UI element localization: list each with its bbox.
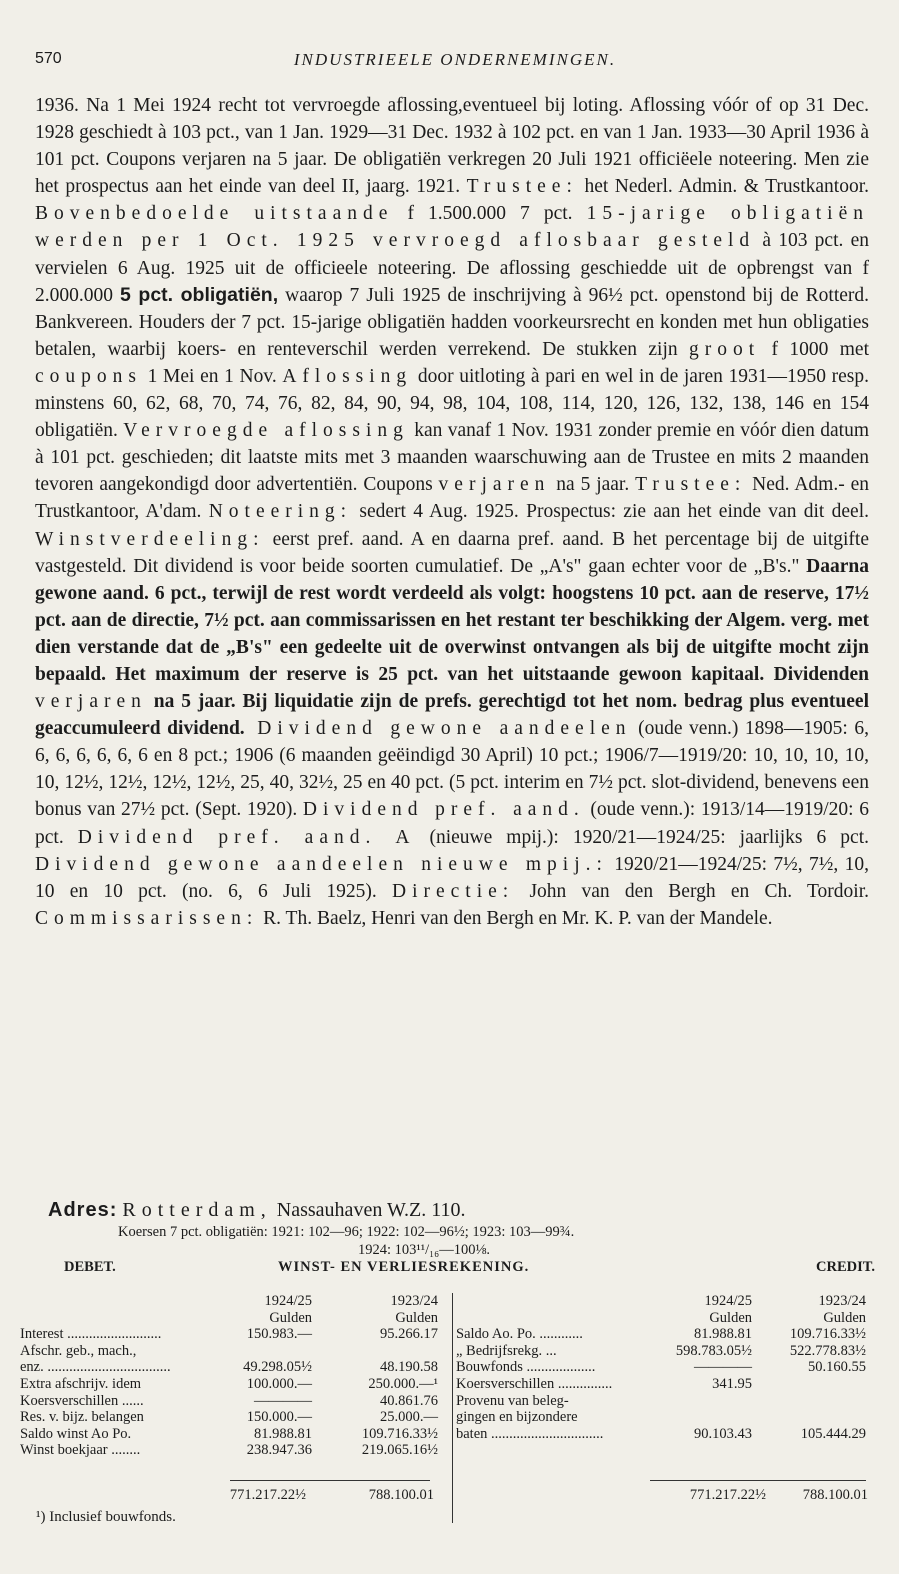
- spaced-heading: verjaren: [35, 691, 147, 713]
- debit-rows: [20, 1326, 452, 1459]
- spaced-heading: Bovenbedoelde uitstaande: [35, 203, 394, 225]
- total-value: 771.217.22½: [229, 1487, 306, 1503]
- account-row: [456, 1376, 870, 1393]
- total-value: 788.100.01: [368, 1487, 434, 1503]
- unit-label: Gulden: [709, 1309, 752, 1326]
- spaced-heading: Dividend gewone aandeelen: [244, 718, 632, 740]
- row-value: 109.716.33½: [361, 1425, 438, 1442]
- row-label: Saldo Ao. Po. ............: [456, 1326, 583, 1343]
- row-label: Saldo winst Ao Po.: [20, 1425, 132, 1442]
- account-row: [20, 1393, 452, 1410]
- unit-label: Gulden: [269, 1309, 312, 1326]
- year-label: 1924/25: [264, 1293, 312, 1309]
- row-value: 109.716.33½: [789, 1326, 866, 1343]
- bold-text: na 5 jaar. Bij liquidatie zijn de prefs. gerechtigd tot het nom. bedrag plus eventueel geaccumuleerd dividend.: [35, 691, 869, 740]
- page-number: 570: [35, 50, 62, 67]
- account-row: [456, 1359, 870, 1376]
- unit-label: Gulden: [395, 1309, 438, 1326]
- credit-rows: [456, 1326, 870, 1442]
- footnote: ¹) Inclusief bouwfonds.: [36, 1509, 176, 1525]
- spaced-heading: Dividend pref. aand.: [302, 799, 585, 821]
- text-run: sedert 4 Aug. 1925. Prospectus: zie aan het einde van dit deel.: [352, 501, 869, 523]
- account-row: [20, 1426, 452, 1443]
- text-run: door uitloting à pari en wel in de jaren 1931—1950 resp. minstens 60, 62, 68, 70, 74, 76, 82, 84, 90, 94, 98, 104, 108, 114, 120, 126, 132, 138, 146 en 154 obligatiën.: [35, 365, 869, 442]
- account-title: WINST- EN VERLIESREKENING.: [278, 1259, 530, 1275]
- account-row: [20, 1343, 452, 1360]
- spaced-heading: Winstverdeeling:: [35, 528, 265, 550]
- account-row: [20, 1376, 452, 1393]
- row-value: 95.266.17: [380, 1326, 438, 1343]
- spaced-heading: Dividend gewone aandeelen nieuwe mpij.:: [35, 853, 608, 875]
- row-label: Winst boekjaar ........: [20, 1442, 141, 1459]
- address-street: Nassauhaven W.Z. 110.: [271, 1199, 466, 1221]
- page-header: [35, 50, 875, 76]
- credit-side: [456, 1293, 870, 1442]
- year-label: 1923/24: [818, 1293, 866, 1309]
- spaced-heading: coupons: [35, 365, 142, 387]
- account-row: [20, 1326, 452, 1343]
- row-value: 40.861.76: [380, 1392, 438, 1409]
- total-value: 788.100.01: [802, 1487, 868, 1503]
- row-label: enz. ..................................: [20, 1359, 171, 1376]
- account-row: [456, 1343, 870, 1360]
- text-run: Ned. Adm.- en Trustkantoor, A'dam.: [35, 474, 869, 523]
- bold-text: Daarna gewone aand. 6 pct., terwijl de rest wordt verdeeld als volgt: hoogstens 10 pct. aan de reserve, 17½ pct. aan de directie, 7½ pct. aan commissarissen en het restant ter beschikking der Algem. verg. met dien verstande dat de „B's" een gedeelte uit de overwinst ontvangen als bij de uitgifte mocht zijn bepaald. Het maximum der reserve is 25 pct. van het uitstaande gewoon kapitaal. Dividenden: [35, 555, 869, 685]
- row-value: 90.103.43: [694, 1425, 752, 1442]
- spaced-heading: Commissarissen:: [35, 907, 259, 929]
- text-run: 1936. Na 1 Mei 1924 recht tot vervroegde aflossing,eventueel bij loting. Aflossing vóór of op 31 Dec. 1928 geschiedt à 103 pct., van 1 Jan. 1929—31 Dec. 1932 à 102 pct. en van 1 Jan. 1933—30 April 1936 à 101 pct. Coupons verjaren na 5 jaar. De obligatiën verkregen 20 Juli 1921 officiëele noteering. Men zie het prospectus aan het einde van deel II, jaarg. 1921.: [35, 95, 869, 198]
- spaced-heading: Vervroegde aflossing: [123, 420, 409, 442]
- row-value: 522.778.83½: [789, 1342, 866, 1359]
- row-label: Provenu van beleg-: [456, 1392, 569, 1409]
- row-value: 238.947.36: [246, 1442, 312, 1459]
- address-city: Rotterdam,: [122, 1199, 272, 1221]
- account-row: [20, 1409, 452, 1426]
- body-paragraph: [35, 92, 869, 932]
- row-value: 25.000.—: [380, 1409, 438, 1426]
- text-run: 1 Mei en 1 Nov.: [142, 365, 283, 387]
- row-value: 100.000.—: [246, 1375, 312, 1392]
- column-head-unit: [20, 1310, 452, 1327]
- year-label: 1923/24: [390, 1293, 438, 1309]
- row-value: 81.988.81: [694, 1326, 752, 1343]
- account-row: [20, 1359, 452, 1376]
- text-run: (nieuwe mpij.): 1920/21—1924/25: jaarlijks 6 pct.: [415, 826, 869, 848]
- row-value: ————: [254, 1392, 312, 1409]
- row-value: 598.783.05½: [675, 1342, 752, 1359]
- row-label: Bouwfonds ...................: [456, 1359, 596, 1376]
- bold-text: 5 pct. obligatiën,: [120, 283, 279, 306]
- row-value: 150.000.—: [246, 1409, 312, 1426]
- text-run: eerst pref. aand. A en daarna pref. aand. B het percentage bij de uitgifte vastgesteld. Dit dividend is voor beide soorten cumulatief. De „A's" gaan echter voor de „B's.": [35, 528, 869, 577]
- spaced-heading: groot: [689, 338, 761, 360]
- address-line: [48, 1199, 465, 1222]
- trustee-label: Trustee:: [635, 474, 747, 496]
- row-value: 81.988.81: [254, 1425, 312, 1442]
- profit-loss-account: [20, 1259, 875, 1459]
- account-row: [456, 1393, 870, 1410]
- text-run: John van den Bergh en Ch. Tordoir.: [514, 880, 869, 902]
- row-label: baten ...............................: [456, 1425, 604, 1442]
- address-label: Adres:: [48, 1199, 118, 1221]
- column-divider: [452, 1293, 453, 1523]
- text-run: à 103 pct. en vervielen 6 Aug. 1925 uit de officieele noteering. De aflossing geschiedde uit de opbrengst van f 2.000.000: [35, 230, 869, 306]
- row-value: 219.065.16½: [361, 1442, 438, 1459]
- column-head-unit: [456, 1310, 870, 1327]
- body-text: [35, 92, 869, 932]
- row-value: 105.444.29: [800, 1425, 866, 1442]
- text-run: na 5 jaar.: [550, 474, 636, 496]
- spaced-heading: 15-jarige obligatiën werden per 1 Oct. 1925 vervroegd aflosbaar gesteld: [35, 203, 869, 252]
- row-label: Interest ..........................: [20, 1326, 162, 1343]
- row-value: 341.95: [712, 1375, 752, 1392]
- text-run: kan vanaf 1 Nov. 1931 zonder premie en vóór dien datum à 101 pct. geschieden; dit laatste mits met 3 maanden waarschuwing aan de Trustee en mits 2 maanden tevoren aangekondigd door advertentiën. Coupons: [35, 420, 869, 496]
- spaced-heading: Noteering:: [208, 501, 353, 523]
- year-label: 1924/25: [704, 1293, 752, 1309]
- row-value: 250.000.—¹: [368, 1375, 438, 1392]
- row-label: „ Bedrijfsrekg. ...: [456, 1342, 557, 1359]
- debit-side: [20, 1293, 452, 1459]
- row-value: 49.298.05½: [243, 1359, 312, 1376]
- text-run: (oude venn.) 1898—1905: 6, 6, 6, 6, 6, 6, 6 en 8 pct.; 1906 (6 maanden geëindigd 30 April) 10 pct.; 1906/7—1919/20: 10, 10, 10, 10, 10, 12½, 12½, 12½, 12½, 25, 40, 32½, 25 en 40 pct. (5 pct. interim en 7½ pct. slot-dividend, benevens een bonus van 27½ pct. (Sept. 1920).: [35, 718, 869, 821]
- debit-label: DEBET.: [64, 1259, 116, 1275]
- text-run: waarop 7 Juli 1925 de inschrijving à 96½ pct. openstond bij de Rotterd. Bankvereen. Houders der 7 pct. 15-jarige obligatiën hadden voorkeursrecht en konden met hun obligaties betalen, waarbij koers- en renteverschil werden verrekend. De stukken zijn: [35, 284, 870, 360]
- credit-label: CREDIT.: [816, 1259, 875, 1275]
- row-label: Koersverschillen ...............: [456, 1375, 613, 1392]
- row-value: ————: [694, 1359, 752, 1376]
- text-run: het Nederl. Admin. & Trustkantoor.: [577, 176, 869, 198]
- spaced-heading: Dividend pref. aand. A: [77, 826, 416, 848]
- column-head-years: [20, 1293, 452, 1310]
- bond-prices-line: 1924: 103¹¹/₁₆—100⅛.: [358, 1242, 490, 1258]
- text-run: 1920/21—1924/25: 7½, 7½, 10, 10 en 10 pct. (no. 6, 6 Juli 1925).: [35, 853, 869, 902]
- account-header: [20, 1259, 875, 1276]
- row-label: Extra afschrijv. idem: [20, 1375, 142, 1392]
- row-label: gingen en bijzondere: [456, 1409, 578, 1426]
- total-rule: [230, 1480, 430, 1481]
- total-rule: [650, 1480, 866, 1481]
- running-title: INDUSTRIEELE ONDERNEMINGEN.: [293, 50, 617, 69]
- spaced-heading: verjaren: [438, 474, 551, 496]
- text-run: f 1000 met: [760, 338, 870, 360]
- row-label: Afschr. geb., mach.,: [20, 1342, 137, 1359]
- total-value: 771.217.22½: [689, 1487, 766, 1503]
- bond-prices-line: Koersen 7 pct. obligatiën: 1921: 102—96; 1922: 102—96½; 1923: 103—99¾.: [118, 1224, 575, 1240]
- account-row: [456, 1409, 870, 1426]
- account-row: [456, 1426, 870, 1443]
- unit-label: Gulden: [823, 1309, 866, 1326]
- spaced-heading: Aflossing: [282, 365, 413, 387]
- account-row: [456, 1326, 870, 1343]
- column-head-years: [456, 1293, 870, 1310]
- trustee-label: Trustee:: [466, 176, 578, 198]
- text-run: f 1.500.000 7 pct.: [393, 203, 587, 225]
- row-value: 150.983.—: [246, 1326, 312, 1343]
- spaced-heading: Directie:: [392, 880, 515, 902]
- bond-prices: [118, 1223, 858, 1259]
- row-value: 48.190.58: [380, 1359, 438, 1376]
- row-value: 50.160.55: [808, 1359, 866, 1376]
- row-label: Koersverschillen ......: [20, 1392, 144, 1409]
- row-label: Res. v. bijz. belangen: [20, 1409, 144, 1426]
- text-run: R. Th. Baelz, Henri van den Bergh en Mr. K. P. van der Mandele.: [258, 907, 773, 929]
- account-row: [20, 1442, 452, 1459]
- text-run: (oude venn.): 1913/14—1919/20: 6 pct.: [35, 799, 869, 848]
